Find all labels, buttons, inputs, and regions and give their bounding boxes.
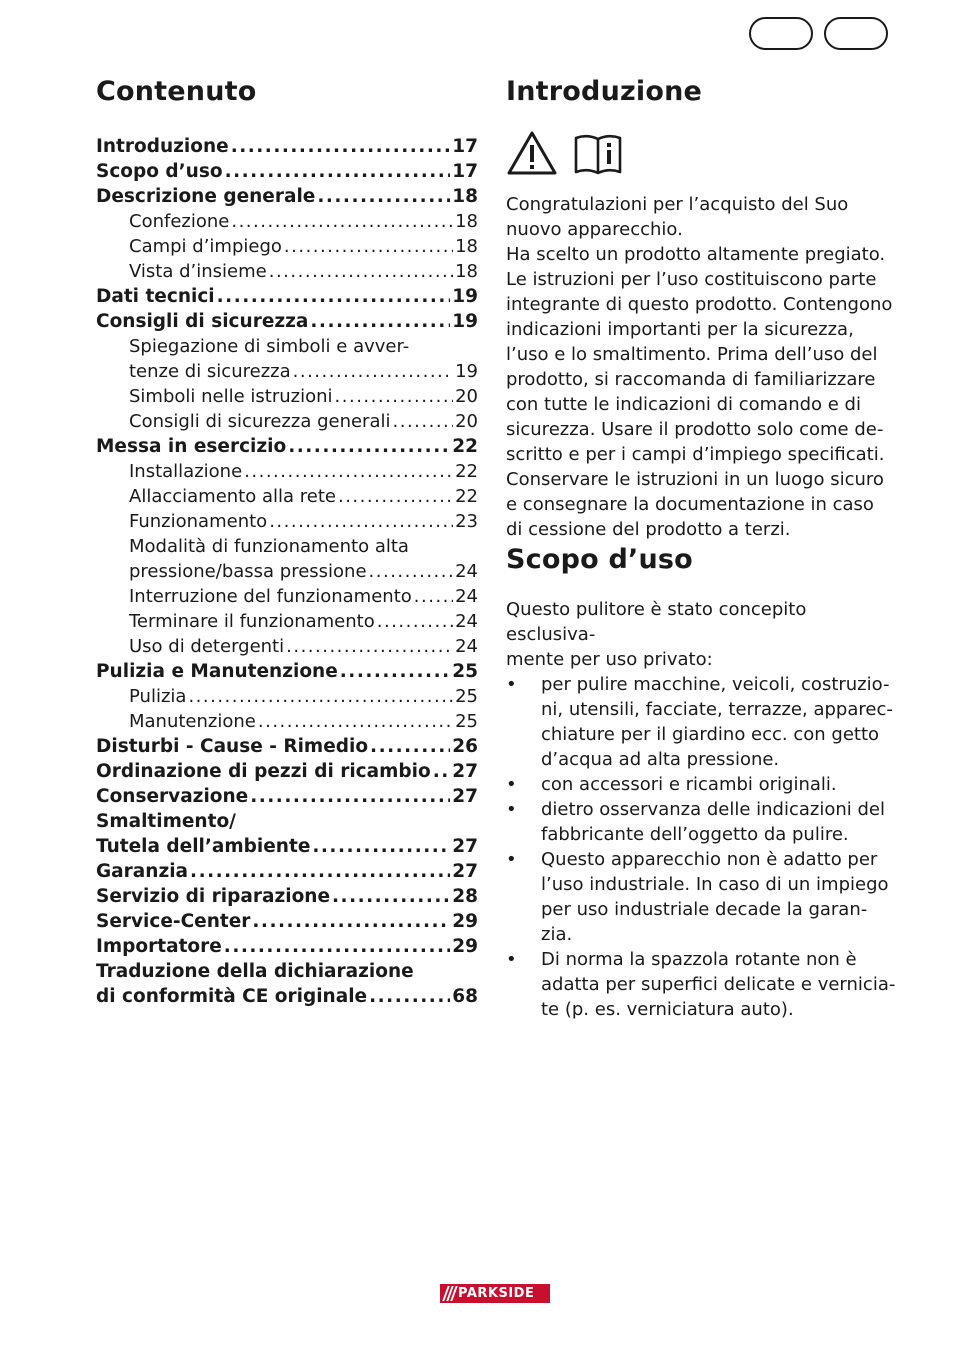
toc-leader-dots [332, 884, 450, 909]
intro-line: nuovo apparecchio. [506, 219, 683, 240]
toc-entry-label: Smaltimento/ [96, 811, 236, 832]
bullet-line: chiature per il giardino ecc. con getto [541, 724, 880, 745]
toc-leader-dots [393, 409, 454, 434]
toc-entry-label: Conservazione [96, 786, 249, 807]
toc-entry [96, 209, 478, 234]
toc-entry-label: Ordinazione di pezzi di ricambio [96, 761, 431, 782]
scopo-bullet-list [506, 672, 896, 1022]
bullet-line: dietro osservanza delle indicazioni del [541, 799, 885, 820]
intro-line: scritto e per i campi d’impiego specificati. [506, 444, 885, 465]
toc-entry-label: Messa in esercizio [96, 436, 287, 457]
toc-entry [96, 934, 478, 959]
toc-entry-label: Vista d’insieme [129, 261, 267, 282]
toc-entry [96, 709, 478, 734]
toc-entry-label: Pulizia [129, 686, 187, 707]
toc-entry-page: 68 [452, 986, 478, 1007]
toc-entry-page: 28 [452, 886, 478, 907]
content-column [506, 74, 896, 1022]
toc-leader-dots [317, 184, 450, 209]
toc-entry-page: 25 [452, 661, 478, 682]
toc-leader-dots [286, 634, 453, 659]
toc-entry [96, 559, 478, 584]
toc-entry-page: 22 [455, 461, 478, 482]
language-badge [749, 17, 813, 50]
toc-entry-label: Consigli di sicurezza [96, 311, 309, 332]
language-badge [824, 17, 888, 50]
intro-line: Conservare le istruzioni in un luogo sicuro [506, 469, 884, 490]
toc-entry-label: Dati tecnici [96, 286, 215, 307]
toc-entry-label: pressione/bassa pressione [129, 561, 367, 582]
parkside-logo [440, 1284, 550, 1303]
toc-entry-label: Installazione [129, 461, 243, 482]
list-item [506, 772, 896, 797]
toc-leader-dots [414, 584, 453, 609]
toc-entry [96, 784, 478, 809]
intro-line: Ha scelto un prodotto altamente pregiato. [506, 244, 886, 265]
intro-line: integrante di questo prodotto. Contengono [506, 294, 893, 315]
toc-entry [96, 409, 478, 434]
toc-entry-page: 19 [452, 286, 478, 307]
toc-leader-dots [231, 134, 451, 159]
bullet-icon: • [506, 774, 517, 795]
toc-entry [96, 234, 478, 259]
bullet-line: Questo apparecchio non è adatto per [541, 849, 878, 870]
toc-leader-dots [269, 259, 453, 284]
toc-leader-dots [370, 734, 450, 759]
toc-entry-page: 27 [452, 761, 478, 782]
toc-entry-label: Traduzione della dichiarazione [96, 961, 414, 982]
toc-entry-label: Terminare il funzionamento [129, 611, 375, 632]
bullet-line: l’uso industriale. In caso di un impiego [541, 874, 889, 895]
bullet-line: adatta per superfici delicate e vernicia- [541, 974, 896, 995]
toc-leader-dots [377, 609, 453, 634]
bullet-icon: • [506, 674, 517, 695]
toc-entry [96, 809, 478, 834]
toc-entry [96, 284, 478, 309]
bullet-line: zia. [541, 924, 573, 945]
intro-line: indicazioni importanti per la sicurezza, [506, 319, 854, 340]
toc-entry [96, 909, 478, 934]
toc-entry-label: Service-Center [96, 911, 251, 932]
toc-leader-dots [188, 684, 453, 709]
toc-entry [96, 659, 478, 684]
toc-entry-label: Consigli di sicurezza generali [129, 411, 391, 432]
toc-leader-dots [310, 309, 450, 334]
intro-line: Le istruzioni per l’uso costituiscono parte [506, 269, 877, 290]
toc-entry-page: 26 [452, 736, 478, 757]
toc-entry [96, 984, 478, 1009]
intro-line: sicurezza. Usare il prodotto solo come de- [506, 419, 884, 440]
intro-icons [506, 130, 896, 180]
toc-leader-dots [338, 484, 453, 509]
toc-entry-page: 23 [455, 511, 478, 532]
toc-entry [96, 859, 478, 884]
toc-entry-page: 17 [452, 136, 478, 157]
toc-entry-page: 18 [452, 186, 478, 207]
list-item [506, 797, 896, 847]
toc-entry-page: 22 [455, 486, 478, 507]
toc-entry-page: 19 [452, 311, 478, 332]
toc-leader-dots [190, 859, 450, 884]
toc-entry-page: 27 [452, 786, 478, 807]
warning-icon [506, 130, 558, 180]
list-item [506, 672, 896, 772]
bullet-line: Di norma la spazzola rotante non è [541, 949, 857, 970]
intro-line: Congratulazioni per l’acquisto del Suo [506, 194, 849, 215]
toc-leader-dots [269, 509, 453, 534]
toc-leader-dots [224, 934, 450, 959]
scopo-intro-text [506, 597, 896, 672]
list-item [506, 847, 896, 947]
toc-leader-dots [340, 659, 450, 684]
toc-leader-dots [288, 434, 450, 459]
bullet-icon: • [506, 849, 517, 870]
list-item [506, 947, 896, 1022]
toc-entry-label: Scopo d’uso [96, 161, 223, 182]
intro-line: con tutte le indicazioni di comando e di [506, 394, 861, 415]
toc-entry-page: 18 [455, 211, 478, 232]
toc-entry [96, 459, 478, 484]
toc-entry-page: 17 [452, 161, 478, 182]
toc-leader-dots [231, 209, 453, 234]
toc-entry [96, 484, 478, 509]
scopo-title: Scopo d’uso [506, 544, 693, 575]
toc-leader-dots [244, 459, 453, 484]
toc-entry [96, 634, 478, 659]
toc-leader-dots [312, 834, 450, 859]
toc-leader-dots [284, 234, 453, 259]
scopo-intro-line: mente per uso privato: [506, 649, 713, 670]
toc-entry-page: 24 [455, 561, 478, 582]
toc-entry [96, 959, 478, 984]
toc-entry [96, 334, 478, 359]
toc-entry-page: 24 [455, 611, 478, 632]
toc-entry-page: 24 [455, 586, 478, 607]
toc-entry [96, 609, 478, 634]
bullet-line: te (p. es. verniciatura auto). [541, 999, 794, 1020]
toc-entry-label: di conformità CE originale [96, 986, 368, 1007]
toc-leader-dots [293, 359, 453, 384]
toc-entry-label: Interruzione del funzionamento [129, 586, 412, 607]
toc-leader-dots [250, 784, 450, 809]
bullet-line: con accessori e ricambi originali. [541, 774, 837, 795]
bullet-line: per pulire macchine, veicoli, costruzio- [541, 674, 890, 695]
toc-entry [96, 434, 478, 459]
toc-entry-label: Funzionamento [129, 511, 268, 532]
intro-title: Introduzione [506, 76, 703, 107]
intro-line: e consegnare la documentazione in caso [506, 494, 874, 515]
toc-entry-label: Spiegazione di simboli e avver- [129, 336, 410, 357]
toc-entry [96, 584, 478, 609]
toc-entry-label: Pulizia e Manutenzione [96, 661, 338, 682]
toc-entry-page: 18 [455, 236, 478, 257]
toc-entry-label: Descrizione generale [96, 186, 316, 207]
toc-entry-page: 19 [455, 361, 478, 382]
toc-entry [96, 509, 478, 534]
toc-entry-label: Modalità di funzionamento alta [129, 536, 409, 557]
toc-entry-page: 27 [452, 836, 478, 857]
toc-entry-page: 20 [455, 386, 478, 407]
toc-entry-label: Manutenzione [129, 711, 256, 732]
intro-text [506, 192, 896, 542]
intro-line: l’uso e lo smaltimento. Prima dell’uso del [506, 344, 878, 365]
toc-entry-page: 25 [455, 711, 478, 732]
toc-leader-dots [258, 709, 453, 734]
toc-entry-page: 18 [455, 261, 478, 282]
toc-leader-dots [369, 984, 450, 1009]
toc-entry [96, 759, 478, 784]
toc-list [96, 134, 478, 1009]
toc-entry [96, 259, 478, 284]
toc-entry-label: Disturbi - Cause - Rimedio [96, 736, 369, 757]
toc-entry-page: 25 [455, 686, 478, 707]
toc-entry-page: 29 [452, 911, 478, 932]
toc-entry [96, 534, 478, 559]
toc-leader-dots [225, 159, 451, 184]
bullet-line: per uso industriale decade la garan- [541, 899, 868, 920]
toc-entry-label: Simboli nelle istruzioni [129, 386, 333, 407]
bullet-icon: • [506, 799, 517, 820]
toc-leader-dots [335, 384, 454, 409]
toc-entry-page: 27 [452, 861, 478, 882]
toc-entry [96, 684, 478, 709]
intro-line: prodotto, si raccomanda di familiarizzare [506, 369, 876, 390]
toc-entry-label: Importatore [96, 936, 222, 957]
scopo-intro-line: Questo pulitore è stato concepito esclusiva- [506, 599, 807, 645]
toc-entry-label: tenze di sicurezza [129, 361, 291, 382]
toc-entry-label: Introduzione [96, 136, 229, 157]
toc-entry [96, 309, 478, 334]
bullet-line: d’acqua ad alta pressione. [541, 749, 780, 770]
language-badges [749, 17, 888, 50]
brand-wordmark: PARKSIDE [458, 1286, 535, 1301]
toc-entry-label: Confezione [129, 211, 230, 232]
toc-entry-label: Uso di detergenti [129, 636, 285, 657]
bullet-icon: • [506, 949, 517, 970]
toc-entry [96, 884, 478, 909]
bullet-line: ni, utensili, facciate, terrazze, apparec- [541, 699, 893, 720]
toc-leader-dots [369, 559, 454, 584]
toc-leader-dots [217, 284, 451, 309]
bullet-line: fabbricante dell’oggetto da pulire. [541, 824, 849, 845]
toc-column [96, 74, 478, 1009]
logo-stripes-icon [440, 1284, 458, 1303]
toc-entry-label: Servizio di riparazione [96, 886, 331, 907]
toc-title: Contenuto [96, 76, 257, 107]
toc-entry-page: 29 [452, 936, 478, 957]
toc-leader-dots [252, 909, 450, 934]
toc-entry [96, 359, 478, 384]
toc-entry-page: 24 [455, 636, 478, 657]
info-book-icon [572, 132, 624, 180]
toc-entry-page: 20 [455, 411, 478, 432]
toc-entry-label: Campi d’impiego [129, 236, 282, 257]
toc-leader-dots [433, 759, 451, 784]
intro-line: di cessione del prodotto a terzi. [506, 519, 791, 540]
toc-entry [96, 159, 478, 184]
toc-entry [96, 734, 478, 759]
toc-entry-label: Garanzia [96, 861, 189, 882]
toc-entry [96, 134, 478, 159]
toc-entry [96, 834, 478, 859]
toc-entry-page: 22 [452, 436, 478, 457]
toc-entry-label: Allacciamento alla rete [129, 486, 336, 507]
toc-entry-label: Tutela dell’ambiente [96, 836, 311, 857]
toc-entry [96, 384, 478, 409]
toc-entry [96, 184, 478, 209]
